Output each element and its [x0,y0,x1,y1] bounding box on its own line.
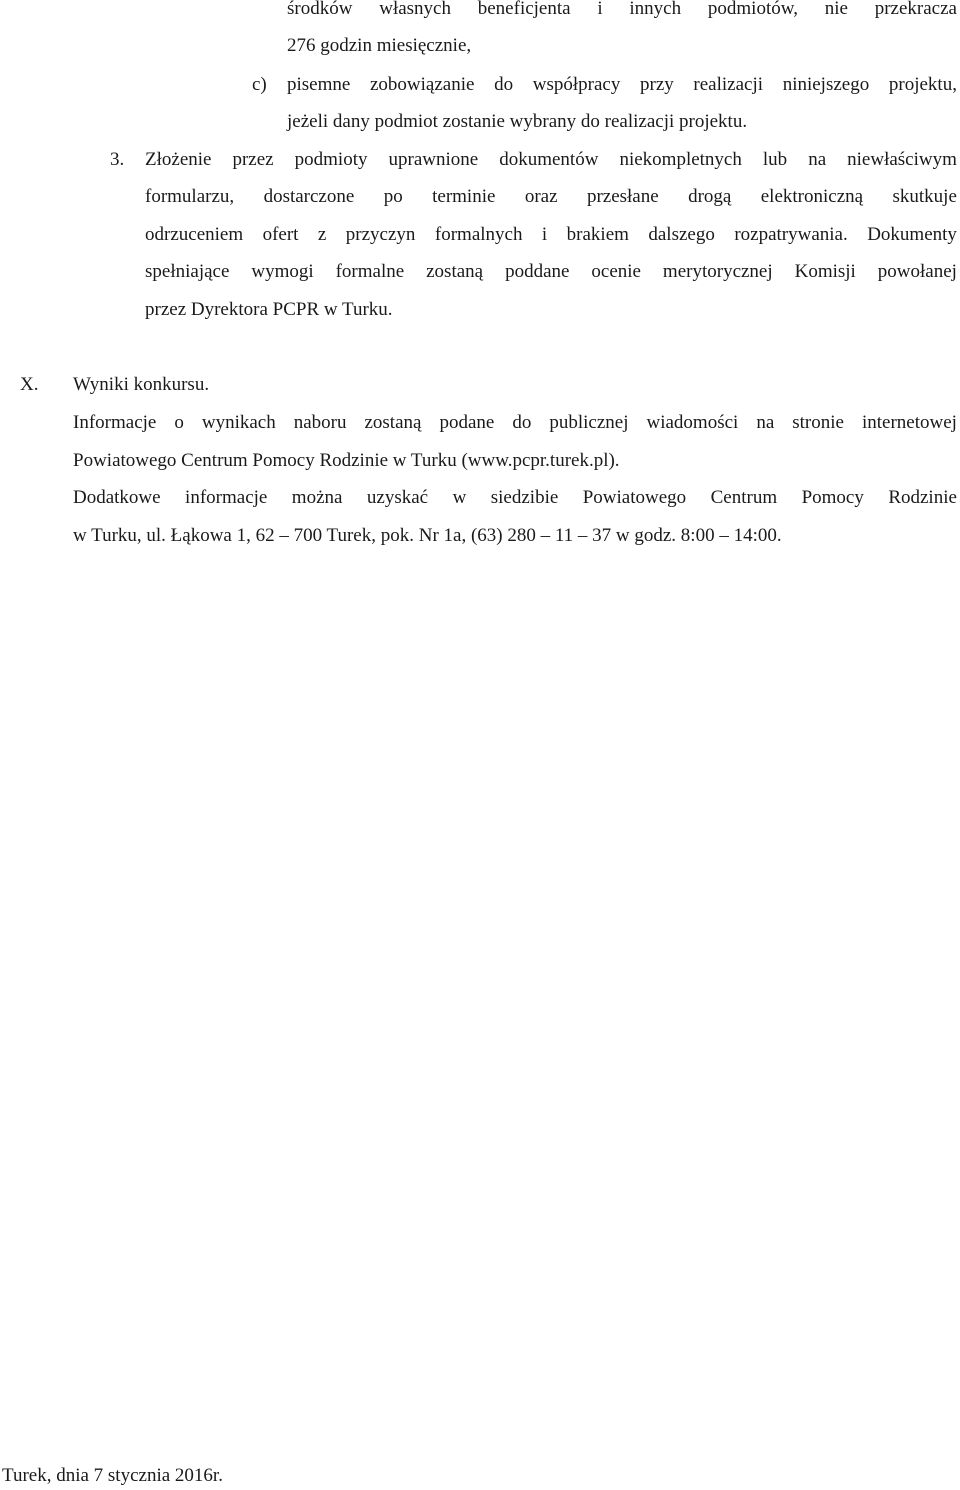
word: przy [640,74,674,95]
word: Rodzinie [888,487,957,508]
word: dokumentów [499,149,599,170]
item-c-line-1 [287,73,957,97]
word: uzyskać [366,487,429,508]
word: niekompletnych [619,149,742,170]
word: ofert [262,224,299,245]
word: formalnych [434,224,523,245]
word: podane [439,412,495,433]
word: podmiotów, [707,0,798,19]
point-3-number: 3. [110,149,125,170]
item-b-line-1 [287,0,957,21]
section-x-p2-line-2: w Turku, ul. Łąkowa 1, 62 – 700 Turek, pok. Nr 1a, (63) 280 – 11 – 37 w godz. 8:00 – 14:00. [73,525,782,546]
word: terminie [432,186,496,207]
word: na [808,149,827,170]
word: na [756,412,775,433]
word: podmioty [294,149,368,170]
word: i [541,224,548,245]
item-c-line-2: jeżeli dany podmiot zostanie wybrany do realizacji projektu. [287,111,748,132]
word: nie [824,0,848,19]
point-3-line-5: przez Dyrektora PCPR w Turku. [145,299,393,320]
word: dostarczone [263,186,355,207]
word: Dodatkowe [73,487,161,508]
word: drogą [688,186,732,207]
word: przekracza [874,0,957,19]
word: poddane [505,261,570,282]
word: współpracy [532,74,621,95]
word: wymogi [251,261,314,282]
section-x-heading: Wyniki konkursu. [73,374,210,395]
word: przez [232,149,274,170]
word: elektroniczną [760,186,864,207]
word: Informacje [73,412,157,433]
word: merytorycznej [662,261,773,282]
word: pisemne [287,74,351,95]
word: formularzu, [145,186,235,207]
word: publicznej [549,412,629,433]
word: realizacji [693,74,764,95]
word: o [174,412,184,433]
word: naboru [293,412,347,433]
place-and-date: Turek, dnia 7 stycznia 2016r. [2,1465,223,1486]
word: dalszego [648,224,715,245]
word: oraz [524,186,558,207]
word: wynikach [201,412,276,433]
point-3-line-1 [145,148,957,172]
word: rozpatrywania. [734,224,848,245]
point-3-line-4 [145,260,957,284]
word: brakiem [566,224,629,245]
word: lub [762,149,788,170]
word: zostaną [364,412,422,433]
section-x-p2-line-1 [73,486,957,510]
word: skutkuje [892,186,957,207]
word: przesłane [586,186,659,207]
word: beneficjenta [477,0,571,19]
word: przyczyn [345,224,416,245]
section-x-p1-line-2: Powiatowego Centrum Pomocy Rodzinie w Turku (www.pcpr.turek.pl). [73,450,620,471]
word: własnych [379,0,451,19]
word: można [291,487,343,508]
section-x-p1-line-1 [73,411,957,435]
word: stronie [792,412,844,433]
point-3-line-2 [145,185,957,209]
word: do [512,412,532,433]
word: Powiatowego [582,487,687,508]
word: i [597,0,603,19]
word: powołanej [877,261,957,282]
word: niniejszego [782,74,870,95]
word: Dokumenty [867,224,957,245]
item-c-marker: c) [252,74,267,95]
word: spełniające [145,261,230,282]
word: projektu, [888,74,957,95]
word: siedzibie [490,487,559,508]
word: po [383,186,403,207]
word: środków [287,0,353,19]
word: Centrum [710,487,778,508]
word: zostaną [426,261,484,282]
section-x-number: X. [20,374,39,395]
word: Pomocy [801,487,864,508]
word: Złożenie [145,149,212,170]
word: z [317,224,327,245]
item-b-line-2: 276 godzin miesięcznie, [287,35,472,56]
word: Komisji [794,261,856,282]
word: ocenie [591,261,641,282]
word: uprawnione [388,149,479,170]
word: formalne [335,261,405,282]
word: niewłaściwym [847,149,957,170]
word: zobowiązanie [369,74,475,95]
word: informacje [185,487,268,508]
point-3-line-3 [145,223,957,247]
word: w [452,487,467,508]
word: innych [629,0,682,19]
word: odrzuceniem [145,224,244,245]
word: wiadomości [646,412,739,433]
word: internetowej [861,412,957,433]
word: do [494,74,514,95]
